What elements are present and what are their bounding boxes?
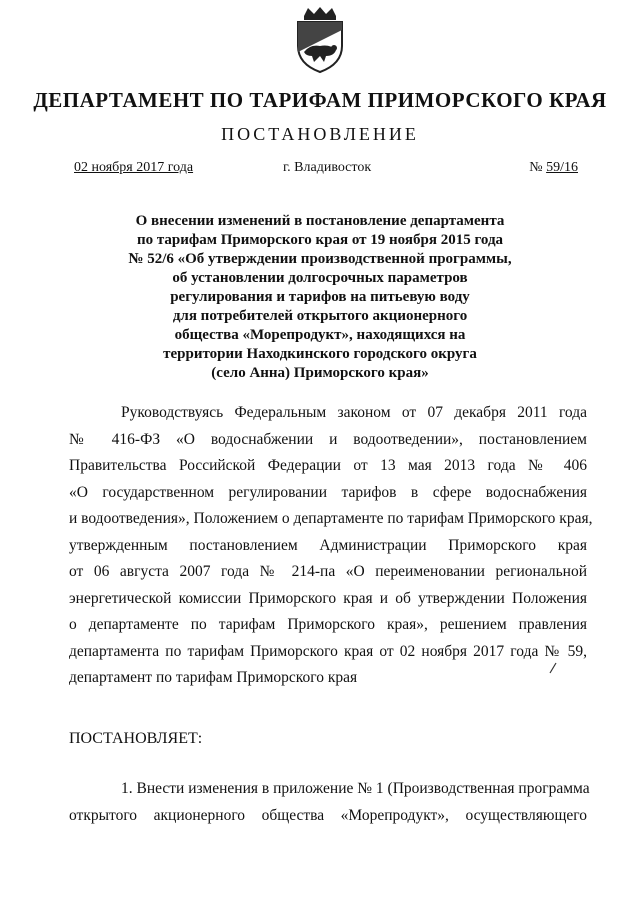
preamble-paragraph — [69, 400, 593, 692]
document-city: г. Владивосток — [283, 160, 372, 175]
item-line: 1. Внести изменения в приложение № 1 (Производственная программа — [121, 780, 590, 797]
department-name: ДЕПАРТАМЕНТ ПО ТАРИФАМ ПРИМОРСКОГО КРАЯ — [33, 88, 607, 112]
title-line: (село Анна) Приморского края» — [211, 365, 429, 381]
item-line: открытого акционерного общества «Морепродукт», осуществляющего — [69, 806, 587, 824]
title-line: общества «Морепродукт», находящихся на — [174, 327, 466, 343]
body-line: «О государственном регулировании тарифов в сфере водоснабжения — [69, 483, 587, 501]
body-line: Правительства Российской Федерации от 13 мая 2013 года № 406 — [69, 457, 587, 474]
document-number — [529, 160, 578, 176]
body-line: от 06 августа 2007 года № 214-па «О переименовании региональной — [69, 563, 587, 580]
body-line: энергетической комиссии Приморского края и об утверждении Положения — [69, 589, 587, 607]
title-line: для потребителей открытого акционерного — [172, 308, 468, 324]
title-line: регулирования и тарифов на питьевую воду — [170, 289, 470, 305]
pen-mark-icon — [548, 662, 558, 674]
title-line: территории Находкинского городского округа — [163, 346, 477, 362]
document-type: ПОСТАНОВЛЕНИЕ — [221, 124, 419, 144]
document-title — [100, 212, 540, 383]
title-line: об установлении долгосрочных параметров — [172, 270, 468, 286]
body-line: о департаменте по тарифам Приморского края», решением правления — [69, 616, 587, 633]
body-line: Руководствуясь Федеральным законом от 07 декабря 2011 года — [121, 404, 587, 421]
title-line: № 52/6 «Об утверждении производственной программы, — [128, 251, 512, 267]
title-line: по тарифам Приморского края от 19 ноября 2015 года — [136, 232, 504, 248]
body-line: № 416-ФЗ «О водоснабжении и водоотведении», постановлением — [69, 430, 587, 448]
title-line: О внесении изменений в постановление департамента — [135, 213, 505, 229]
body-line: и водоотведения», Положением о департаменте по тарифам Приморского края, — [69, 510, 593, 527]
body-line: утвержденным постановлением Администрации Приморского края — [69, 536, 587, 554]
decree-heading: ПОСТАНОВЛЯЕТ: — [69, 730, 203, 747]
document-number-prefix: № — [529, 160, 547, 175]
body-line: департамента по тарифам Приморского края от 02 ноября 2017 года № 59, — [69, 642, 587, 660]
decree-item-1 — [69, 776, 590, 829]
body-line: департамент по тарифам Приморского края — [69, 669, 358, 686]
document-date: 02 ноября 2017 года — [74, 160, 194, 175]
coat-of-arms-icon — [290, 6, 350, 74]
document-number-value: 59/16 — [546, 160, 578, 175]
